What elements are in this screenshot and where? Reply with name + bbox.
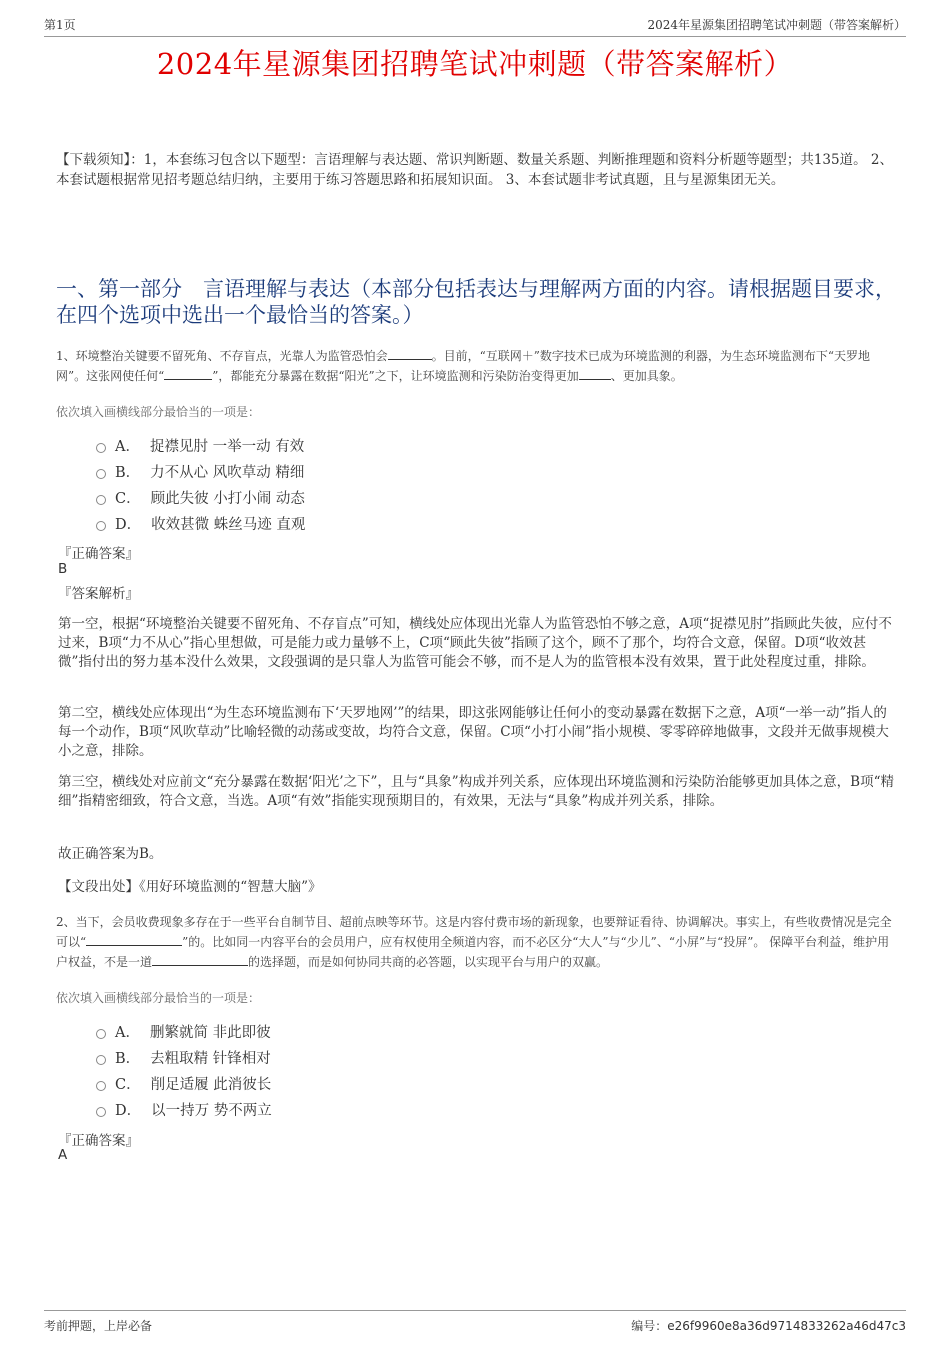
source-citation: 【文段出处】《用好环境监测的“智慧大脑”》 (58, 879, 322, 895)
radio-icon[interactable] (96, 1081, 106, 1091)
option-d[interactable]: D． 收效甚微 蛛丝马迹 直观 (96, 510, 305, 536)
radio-icon[interactable] (96, 443, 106, 453)
analysis-label: 『答案解析』 (58, 586, 139, 602)
download-notice: 【下载须知】：1，本套练习包含以下题型：言语理解与表达题、常识判断题、数量关系题、判断推理题和资料分析题等题型；共135道。 2、本套试题根据常见招考题总结归纳，主要用于练习答题思路和拓展知识面。 3、本套试题非考试真题，且与星源集团无关。 (56, 152, 893, 188)
radio-icon[interactable] (96, 1055, 106, 1065)
option-b[interactable]: B． 力不从心 风吹草动 精细 (96, 458, 305, 484)
blank-1 (388, 347, 432, 360)
blank-1 (86, 933, 182, 946)
radio-icon[interactable] (96, 495, 106, 505)
radio-icon[interactable] (96, 1107, 106, 1117)
question-1-options (96, 432, 305, 536)
blank-2 (164, 367, 212, 380)
analysis-paragraph-2: 第二空，横线处应体现出“为生态环境监测布下‘天罗地网’”的结果，即这张网能够让任何小的变动暴露在数据下之意，A项“一举一动”指人的每一个动作，B项“风吹草动”比喻轻微的动荡或变故，均符合文意，保留。C项“小打小闹”指小规模、零零碎碎地做事，文段并无做事规模大小之意，排除。 (58, 705, 889, 759)
section-heading: 一、第一部分 言语理解与表达（本部分包括表达与理解两方面的内容。请根据题目要求，在四个选项中选出一个最恰当的答案。） (56, 277, 896, 327)
option-a[interactable]: A． 捉襟见肘 一举一动 有效 (96, 432, 305, 458)
question-2-text: 2、当下，会员收费现象多存在于一些平台自制节目、超前点映等环节。这是内容付费市场的新现象，也要辩证看待、协调解决。事实上，有些收费情况是完全可以“ ”的。比如同一内容平台的会员用户，应有权使用全频道内容，而不必区分“大人”与“少儿”、“小屏”与“投屏”。 保障平台利益，维护用户权益，不是一道 的选择题，而是如何协同共商的必答题，以实现平台与用户的双赢。 (56, 915, 892, 969)
option-d[interactable]: D． 以一持万 势不两立 (96, 1096, 272, 1122)
page-footer (44, 1310, 906, 1335)
question-1-text: 1、环境整治关键要不留死角、不存盲点，光靠人为监管恐怕会 。目前，“互联网＋”数字技术已成为环境监测的利器，为生态环境监测布下“天罗地网”。这张网使任何“ ”，都能充分暴露在数据“阳光”之下，让环境监测和污染防治变得更加 、更加具象。 (56, 349, 871, 383)
blank-3 (579, 367, 611, 380)
question-2-options (96, 1018, 272, 1122)
page-header (44, 14, 906, 37)
footer-slogan: 考前押题，上岸必备 (44, 1319, 153, 1333)
question-1-instruction: 依次填入画横线部分最恰当的一项是： (56, 405, 261, 419)
question-2-instruction: 依次填入画横线部分最恰当的一项是： (56, 991, 261, 1005)
blank-2 (152, 953, 248, 966)
answer-value: A (58, 1147, 68, 1163)
analysis-conclusion: 故正确答案为B。 (58, 846, 163, 862)
option-a[interactable]: A． 删繁就简 非此即彼 (96, 1018, 272, 1044)
option-c[interactable]: C． 顾此失彼 小打小闹 动态 (96, 484, 305, 510)
answer-label: 『正确答案』 (58, 1133, 139, 1149)
radio-icon[interactable] (96, 469, 106, 479)
answer-label: 『正确答案』 (58, 546, 139, 562)
analysis-paragraph-3: 第三空，横线处对应前文“充分暴露在数据‘阳光’之下”，且与“具象”构成并列关系，应体现出环境监测和污染防治能够更加具体之意，B项“精细”指精密细致，符合文意，当选。A项“有效”指能实现预期目的，有效果，无法与“具象”构成并列关系，排除。 (58, 774, 895, 809)
option-b[interactable]: B． 去粗取精 针锋相对 (96, 1044, 272, 1070)
page-title: 2024年星源集团招聘笔试冲刺题（带答案解析） (156, 47, 794, 81)
page-number: 第1页 (44, 18, 76, 32)
option-c[interactable]: C． 削足适履 此消彼长 (96, 1070, 272, 1096)
header-doc-title: 2024年星源集团招聘笔试冲刺题（带答案解析） (647, 18, 906, 32)
footer-code: 编号：e26f9960e8a36d9714833262a46d47c3 (631, 1319, 906, 1333)
radio-icon[interactable] (96, 521, 106, 531)
analysis-paragraph-1: 第一空，根据“环境整治关键要不留死角、不存盲点”可知，横线处应体现出光靠人为监管恐怕不够之意，A项“捉襟见肘”指顾此失彼，应付不过来，B项“力不从心”指心里想做，可是能力或力量够不上，C项“顾此失彼”指顾了这个，顾不了那个，均符合文意，保留。D项“收效甚微”指付出的努力基本没什么效果，文段强调的是只靠人为监管可能会不够，而不是人为的监管根本没有效果，置于此处程度过重，排除。 (58, 616, 892, 670)
answer-value: B (58, 561, 68, 577)
radio-icon[interactable] (96, 1029, 106, 1039)
